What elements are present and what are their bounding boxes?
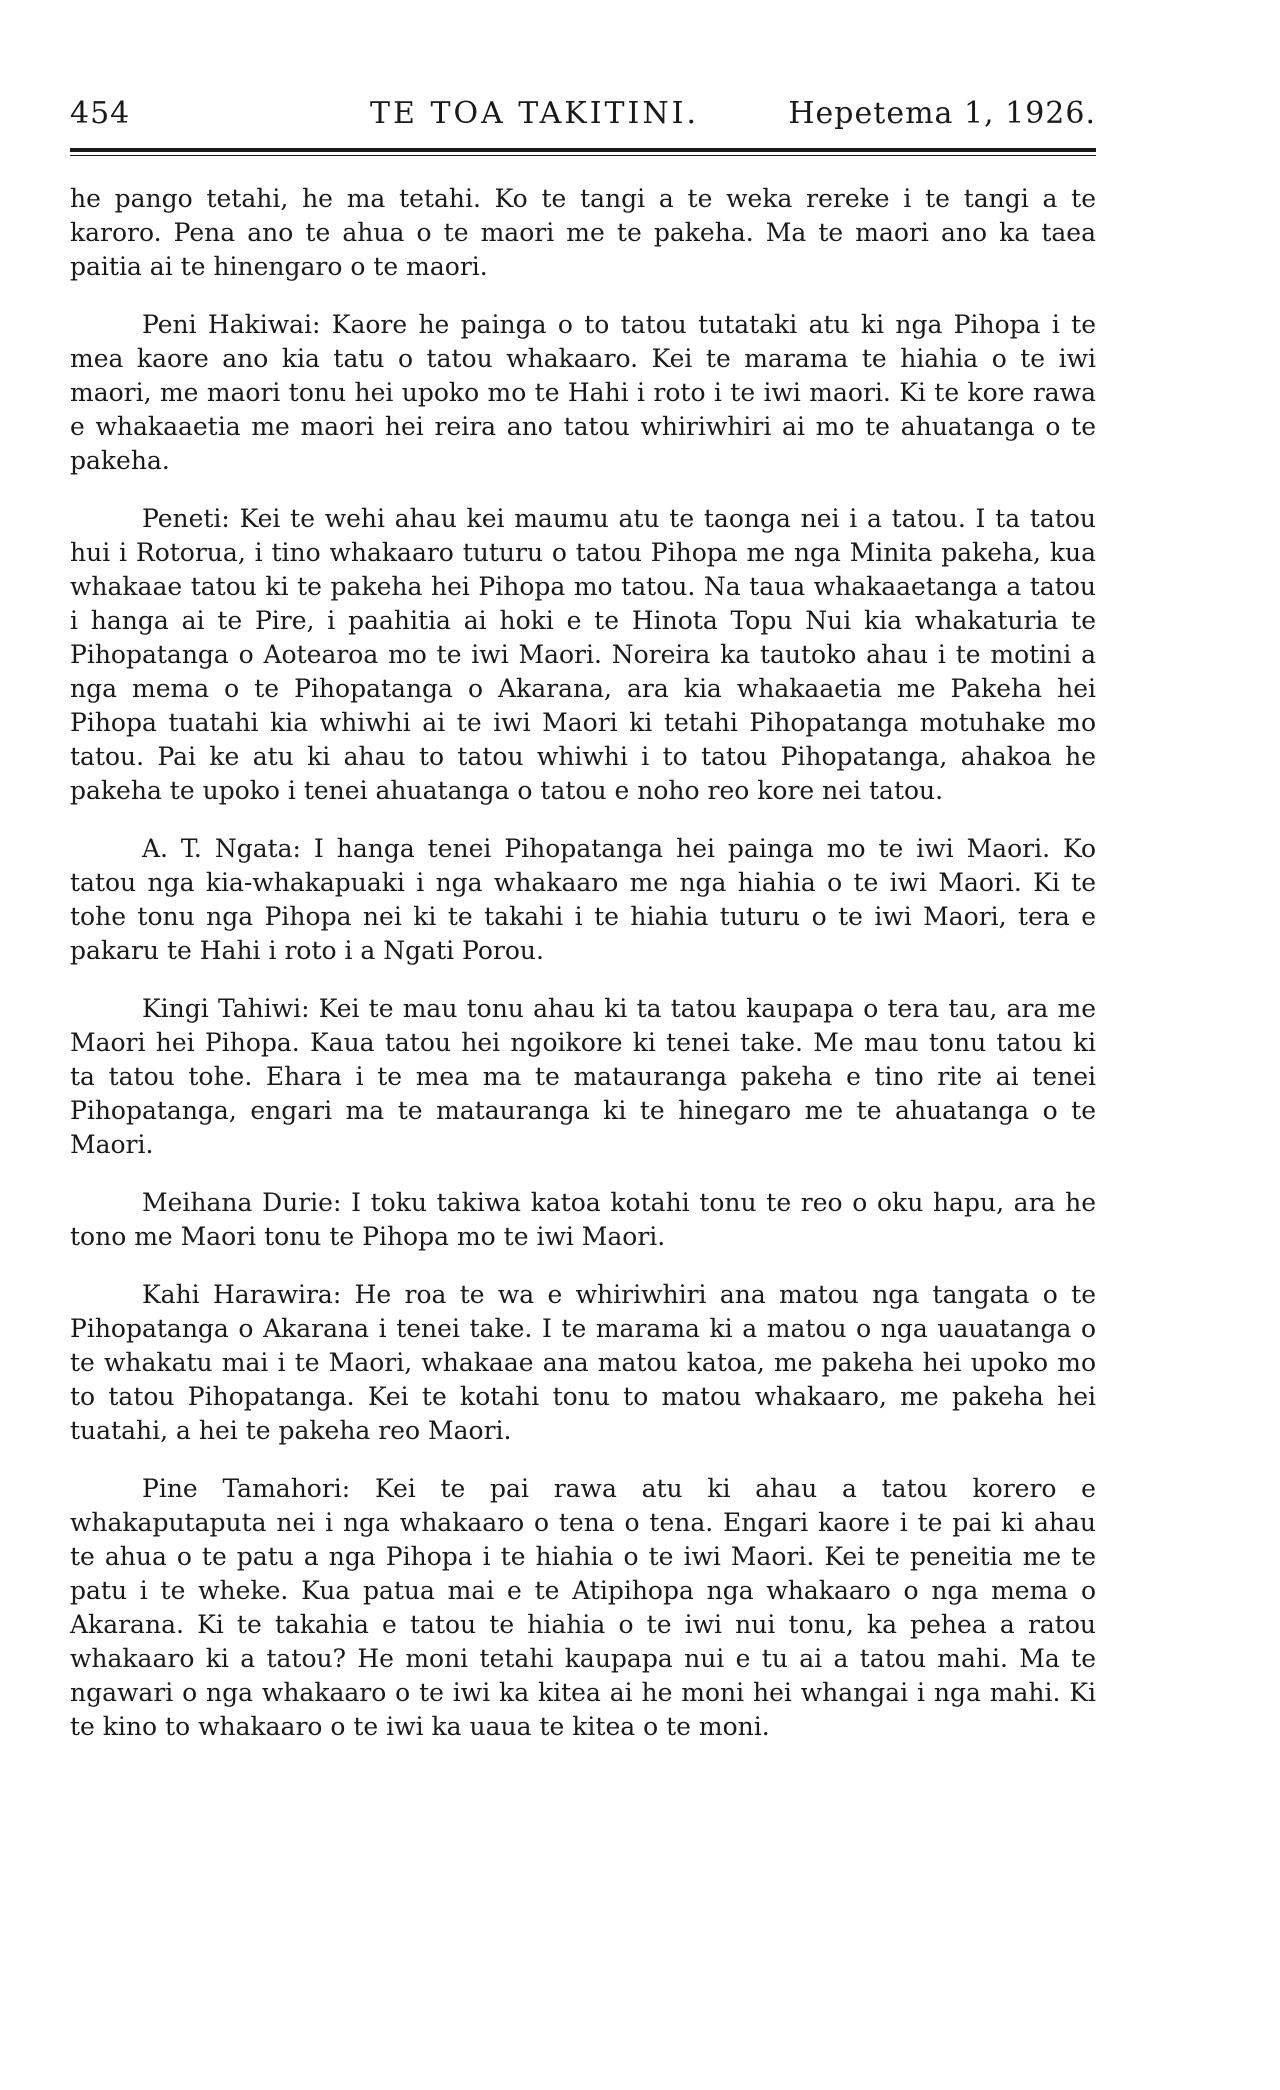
paragraph-text: I toku takiwa katoa kotahi tonu te reo o oku hapu, ara he tono me Maori tonu te Pihopa mo te iwi Maori.	[70, 1188, 1097, 1251]
paragraph-text: Kei te wehi ahau kei maumu atu te taonga nei i a tatou. I ta tatou hui i Rotorua, i tino whakaaro tuturu o tatou Pihopa me nga Minita pakeha, kua whakaae tatou ki te pakeha hei Pihopa mo tatou. Na taua whakaaetanga a tatou i hanga ai te Pire, i paahitia ai hoki e te Hinota Topu Nui kia whakaturia te Pihopatanga o Aotearoa mo te iwi Maori. Noreira ka tautoko ahau i te motini a nga mema o te Pihopatanga o Akarana, ara kia whakaaetia me Pakeha hei Pihopa tuatahi kia whiwhi ai te iwi Maori ki tetahi Pihopatanga motuhake mo tatou. Pai ke atu ki ahau to tatou whiwhi i to tatou Pihopatanga, ahakoa he pakeha te upoko i tenei ahuatanga o tatou e noho reo kore nei tatou.	[70, 504, 1096, 805]
masthead-title: TE TOA TAKITINI.	[370, 96, 700, 131]
paragraph-continuation	[70, 182, 1096, 284]
paragraph-text: Kaore he painga o to tatou tutataki atu ki nga Pihopa i te mea kaore ano kia tatu o tatou whakaaro. Kei te marama te hiahia o te iwi maori, me maori tonu hei upoko mo te Hahi i roto i te iwi maori. Ki te kore rawa e whakaaetia me maori hei reira ano tatou whiriwhiri ai mo te ahuatanga o te pakeha.	[70, 310, 1096, 475]
speaker-name: Peneti:	[142, 504, 230, 533]
paragraph-peni-hakiwai	[70, 308, 1096, 478]
issue-date: Hepetema 1, 1926.	[788, 96, 1096, 131]
article-body	[70, 182, 1096, 1744]
header-rule-thin	[70, 155, 1096, 156]
speaker-name: Peni Hakiwai:	[142, 310, 321, 339]
paragraph-text: Kei te pai rawa atu ki ahau a tatou korero e whakaputaputa nei i nga whakaaro o tena o tena. Engari kaore i te pai ki ahau te ahua o te patu a nga Pihopa i te hiahia o te iwi Maori. Kei te peneitia me te patu i te wheke. Kua patua mai e te Atipihopa nga whakaaro o nga mema o Akarana. Ki te takahia e tatou te hiahia o te iwi nui tonu, ka pehea a ratou whakaaro ki a tatou? He moni tetahi kaupapa nui e tu ai a tatou mahi. Ma te ngawari o nga whakaaro o te iwi ka kitea ai he moni hei whangai i nga mahi. Ki te kino to whakaaro o te iwi ka uaua te kitea o te moni.	[70, 1474, 1096, 1741]
speaker-name: Kahi Harawira:	[142, 1280, 342, 1309]
paragraph-kingi-tahiwi	[70, 992, 1096, 1162]
paragraph-text: Kei te mau tonu ahau ki ta tatou kaupapa o tera tau, ara me Maori hei Pihopa. Kaua tatou hei ngoikore ki tenei take. Me mau tonu tatou ki ta tatou tohe. Ehara i te mea ma te matauranga pakeha e tino rite ai tenei Pihopatanga, engari ma te matauranga ki te hinegaro me te ahuatanga o te Maori.	[70, 994, 1096, 1159]
speaker-name: Meihana Durie:	[142, 1188, 342, 1217]
speaker-name: Pine Tamahori:	[142, 1474, 351, 1503]
paragraph-kahi-harawira	[70, 1278, 1096, 1448]
speaker-name: Kingi Tahiwi:	[142, 994, 310, 1023]
running-header	[70, 96, 1096, 138]
paragraph-text: I hanga tenei Pihopatanga hei painga mo te iwi Maori. Ko tatou nga kia-whakapuaki i nga whakaaro me nga hiahia o te iwi Maori. Ki te tohe tonu nga Pihopa nei ki te takahi i te hiahia tuturu o te iwi Maori, tera e pakaru te Hahi i roto i a Ngati Porou.	[70, 834, 1097, 965]
paragraph-a-t-ngata	[70, 832, 1096, 968]
page-number: 454	[70, 96, 131, 131]
paragraph-text: he pango tetahi, he ma tetahi. Ko te tangi a te weka rereke i te tangi a te karoro. Pena ano te ahua o te maori me te pakeha. Ma te maori ano ka taea paitia ai te hinengaro o te maori.	[70, 184, 1096, 281]
header-rule-thick	[70, 148, 1096, 152]
paragraph-text: He roa te wa e whiriwhiri ana matou nga tangata o te Pihopatanga o Akarana i tenei take. I te marama ki a matou o nga uauatanga o te whakatu mai i te Maori, whakaae ana matou katoa, me pakeha hei upoko mo to tatou Pihopatanga. Kei te kotahi tonu to matou whakaaro, me pakeha hei tuatahi, a hei te pakeha reo Maori.	[70, 1280, 1096, 1445]
speaker-name: A. T. Ngata:	[142, 834, 301, 863]
paragraph-meihana-durie	[70, 1186, 1096, 1254]
paragraph-pine-tamahori	[70, 1472, 1096, 1744]
document-page	[70, 96, 1096, 1768]
paragraph-peneti	[70, 502, 1096, 808]
